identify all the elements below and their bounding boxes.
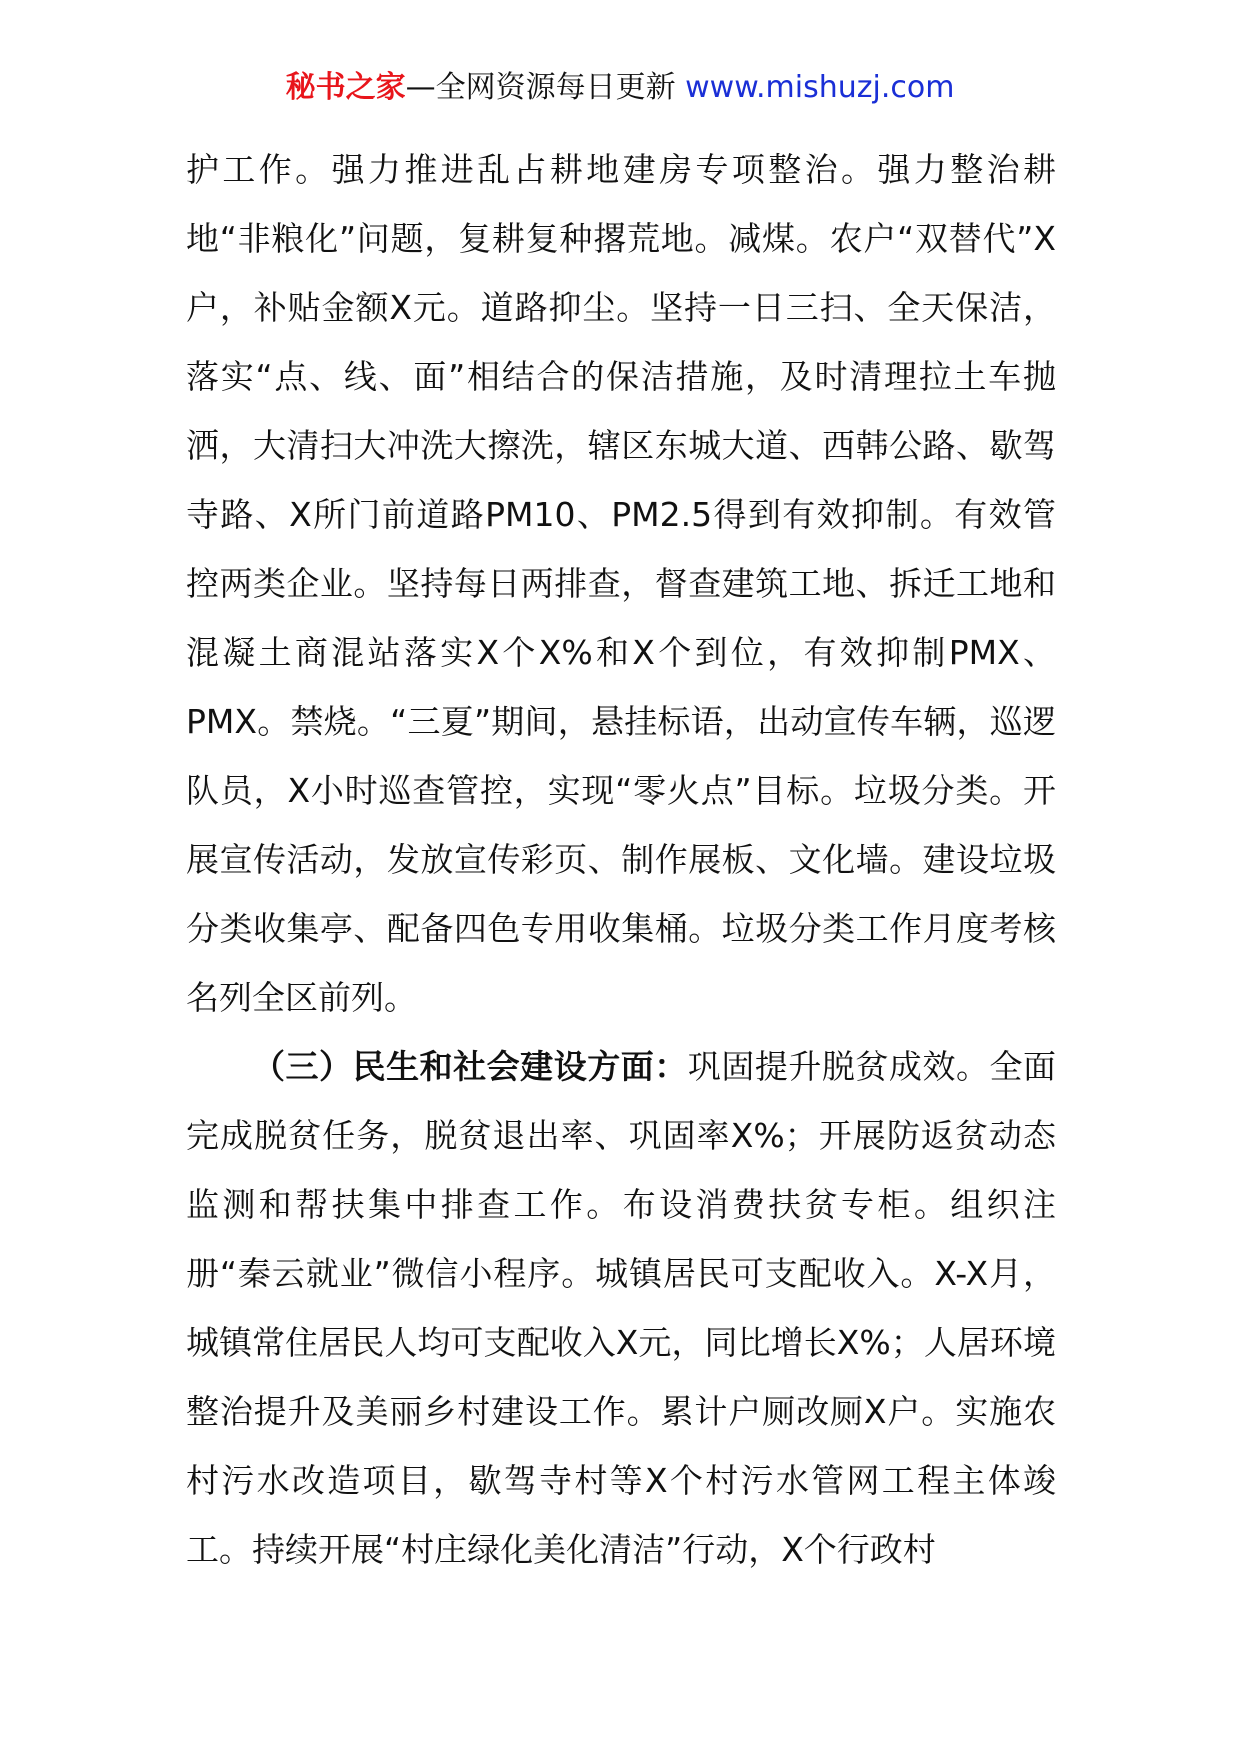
header-slogan: —全网资源每日更新 [405,70,686,105]
header-brand: 秘书之家 [285,70,406,105]
paragraph-1 [186,135,1056,1032]
document-body [186,135,1056,1584]
paragraph-2 [186,1032,1056,1584]
section-heading-3: （三）民生和社会建设方面： [252,1047,688,1086]
paragraph-2-text: 巩固提升脱贫成效。全面完成脱贫任务，脱贫退出率、巩固率X%；开展防返贫动态监测和帮扶集中排查工作。布设消费扶贫专柜。组织注册“秦云就业”微信小程序。城镇居民可支配收入。X-X月，城镇常住居民人均可支配收入X元，同比增长X%；人居环境整治提升及美丽乡村建设工作。累计户厕改厕X户。实施农村污水改造项目，歇驾寺村等X个村污水管网工程主体竣工。持续开展“村庄绿化美化清洁”行动，X个行政村 [186,1047,1057,1569]
header-url[interactable]: www.mishuzj.com [685,70,955,105]
page-header [0,68,1240,108]
paragraph-1-text: 护工作。强力推进乱占耕地建房专项整治。强力整治耕地“非粮化”问题，复耕复种撂荒地。减煤。农户“双替代”X户，补贴金额X元。道路抑尘。坚持一日三扫、全天保洁，落实“点、线、面”相结合的保洁措施，及时清理拉土车抛洒，大清扫大冲洗大擦洗，辖区东城大道、西韩公路、歇驾寺路、X所门前道路PM10、PM2.5得到有效抑制。有效管控两类企业。坚持每日两排查，督查建筑工地、拆迁工地和混凝土商混站落实X个X%和X个到位，有效抑制PMX、PMX。禁烧。“三夏”期间，悬挂标语，出动宣传车辆，巡逻队员，X小时巡查管控，实现“零火点”目标。垃圾分类。开展宣传活动，发放宣传彩页、制作展板、文化墙。建设垃圾分类收集亭、配备四色专用收集桶。垃圾分类工作月度考核名列全区前列。 [186,150,1056,1017]
